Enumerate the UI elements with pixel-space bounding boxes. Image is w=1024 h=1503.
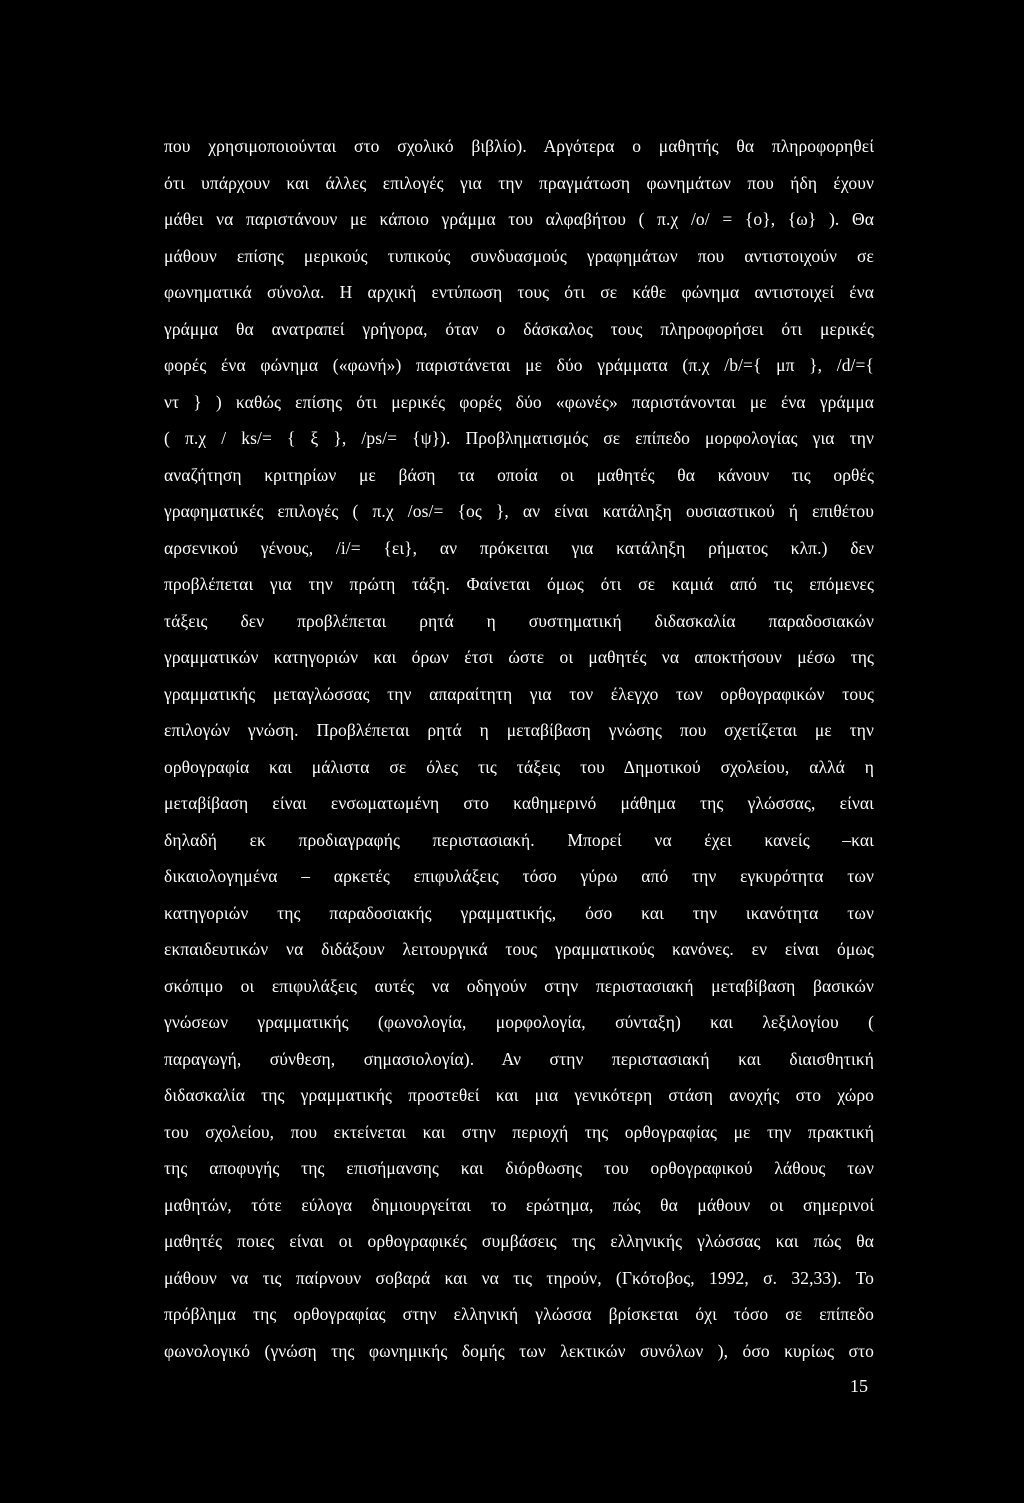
- body-text: [164, 128, 874, 1369]
- text-line: μάθουν να τις παίρνουν σοβαρά και να τις τηρούν, (Γκότοβος, 1992, σ. 32,33). Το: [164, 1267, 874, 1288]
- text-line: φορές ένα φώνημα («φωνή») παριστάνεται με δύο γράμματα (π.χ /b/={ μπ }, /d/={: [164, 355, 874, 375]
- text-line: που χρησιμοποιούνται στο σχολικό βιβλίο). Αργότερα ο μαθητής θα πληροφορηθεί: [164, 136, 874, 156]
- text-line: παραγωγή, σύνθεση, σημασιολογία). Αν στην περιστασιακή και διαισθητική: [164, 1048, 874, 1069]
- text-line: δηλαδή εκ προδιαγραφής περιστασιακή. Μπορεί να έχει κανείς –και: [164, 829, 874, 850]
- text-line: εκπαιδευτικών να διδάξουν λειτουργικά τους γραμματικούς κανόνες. εν είναι όμως: [164, 939, 874, 959]
- text-line: επιλογών γνώση. Προβλέπεται ρητά η μεταβίβαση γνώσης που σχετίζεται με την: [164, 720, 874, 740]
- text-line: δικαιολογημένα – αρκετές επιφυλάξεις τόσο γύρω από την εγκυρότητα των: [164, 866, 874, 886]
- text-line: μαθητές ποιες είναι οι ορθογραφικές συμβάσεις της ελληνικής γλώσσας και πώς θα: [164, 1231, 874, 1251]
- text-line: της αποφυγής της επισήμανσης και διόρθωσης του ορθογραφικού λάθους των: [164, 1158, 874, 1178]
- text-line: προβλέπεται για την πρώτη τάξη. Φαίνεται όμως ότι σε καμιά από τις επόμενες: [164, 574, 874, 594]
- text-line: φωνηματικά σύνολα. Η αρχική εντύπωση τους ότι σε κάθε φώνημα αντιστοιχεί ένα: [164, 282, 874, 302]
- text-line: σκόπιμο οι επιφυλάξεις αυτές να οδηγούν στην περιστασιακή μεταβίβαση βασικών: [164, 975, 874, 996]
- text-line: γραμματικής μεταγλώσσας την απαραίτητη για τον έλεγχο των ορθογραφικών τους: [164, 683, 874, 704]
- text-line: μάθουν επίσης μερικούς τυπικούς συνδυασμούς γραφημάτων που αντιστοιχούν σε: [164, 245, 874, 266]
- text-line: ότι υπάρχουν και άλλες επιλογές για την πραγμάτωση φωνημάτων που ήδη έχουν: [164, 172, 874, 193]
- text-line: μάθει να παριστάνουν με κάποιο γράμμα του αλφαβήτου ( π.χ /ο/ = {ο}, {ω} ). Θα: [164, 209, 874, 229]
- text-line: ορθογραφία και μάλιστα σε όλες τις τάξεις του Δημοτικού σχολείου, αλλά η: [164, 756, 874, 777]
- text-line: γραφηματικές επιλογές ( π.χ /os/= {ος }, αν είναι κατάληξη ουσιαστικού ή επιθέτου: [164, 501, 874, 521]
- page-number: 15: [850, 1376, 868, 1396]
- text-line: ντ } ) καθώς επίσης ότι μερικές φορές δύο «φωνές» παριστάνονται με ένα γράμμα: [164, 391, 874, 412]
- text-line: κατηγοριών της παραδοσιακής γραμματικής, όσο και την ικανότητα των: [164, 902, 874, 923]
- text-line: φωνολογικό (γνώση της φωνημικής δομής των λεκτικών συνόλων ), όσο κυρίως στο: [164, 1340, 874, 1361]
- text-line: μεταβίβαση είναι ενσωματωμένη στο καθημερινό μάθημα της γλώσσας, είναι: [164, 793, 874, 813]
- text-line: μαθητών, τότε εύλογα δημιουργείται το ερώτημα, πώς θα μάθουν οι σημερινοί: [164, 1194, 874, 1215]
- text-line: διδασκαλία της γραμματικής προστεθεί και μια γενικότερη στάση ανοχής στο χώρο: [164, 1085, 874, 1105]
- text-line: γνώσεων γραμματικής (φωνολογία, μορφολογία, σύνταξη) και λεξιλογίου (: [164, 1012, 874, 1032]
- text-line: γραμματικών κατηγοριών και όρων έτσι ώστε οι μαθητές να αποκτήσουν μέσω της: [164, 647, 874, 667]
- text-line: αναζήτηση κριτηρίων με βάση τα οποία οι μαθητές θα κάνουν τις ορθές: [164, 464, 874, 485]
- text-line: γράμμα θα ανατραπεί γρήγορα, όταν ο δάσκαλος τους πληροφορήσει ότι μερικές: [164, 318, 874, 339]
- text-line: του σχολείου, που εκτείνεται και στην περιοχή της ορθογραφίας με την πρακτική: [164, 1121, 874, 1142]
- text-line: πρόβλημα της ορθογραφίας στην ελληνική γλώσσα βρίσκεται όχι τόσο σε επίπεδο: [164, 1304, 874, 1324]
- text-line: ( π.χ / ks/= { ξ }, /ps/= {ψ}). Προβληματισμός σε επίπεδο μορφολογίας για την: [164, 428, 874, 448]
- text-line: τάξεις δεν προβλέπεται ρητά η συστηματική διδασκαλία παραδοσιακών: [164, 610, 874, 631]
- text-line: αρσενικού γένους, /i/= {ει}, αν πρόκειται για κατάληξη ρήματος κλπ.) δεν: [164, 537, 874, 558]
